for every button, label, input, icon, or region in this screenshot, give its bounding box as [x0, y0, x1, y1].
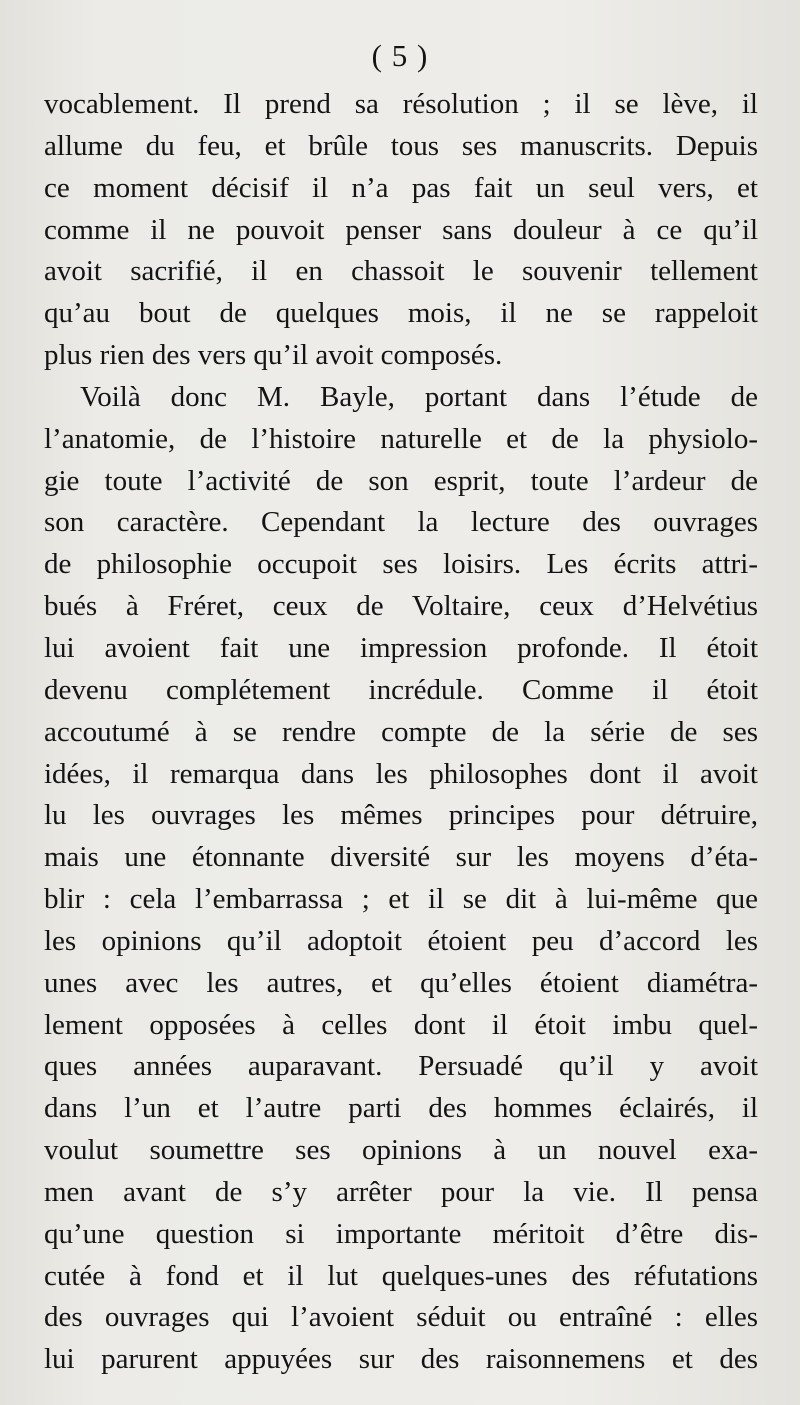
- text-line: comme il ne pouvoit penser sans douleur à ce qu’il: [44, 213, 758, 246]
- text-line: devenu complétement incrédule. Comme il étoit: [44, 673, 758, 706]
- text-line: des ouvrages qui l’avoient séduit ou entraîné : elles: [44, 1301, 758, 1334]
- page-number: ( 5 ): [371, 38, 429, 73]
- text-line: ques années auparavant. Persuadé qu’il y avoit: [44, 1050, 758, 1083]
- text-line: ce moment décisif il n’a pas fait un seul vers, et: [44, 171, 758, 204]
- text-line: l’anatomie, de l’histoire naturelle et de la physiolo-: [44, 422, 758, 455]
- body-text: [44, 84, 758, 1381]
- text-line: voulut soumettre ses opinions à un nouvel exa-: [44, 1134, 758, 1167]
- text-line: idées, il remarqua dans les philosophes dont il avoit: [44, 757, 758, 790]
- text-line: qu’une question si importante méritoit d’être dis-: [44, 1217, 758, 1250]
- text-line: cutée à fond et il lut quelques-unes des réfutations: [44, 1259, 758, 1292]
- text-line: qu’au bout de quelques mois, il ne se rappeloit: [44, 297, 758, 330]
- text-line: les opinions qu’il adoptoit étoient peu d’accord les: [44, 924, 758, 957]
- paragraph-start-line: Voilà donc M. Bayle, portant dans l’étude de: [80, 380, 758, 413]
- text-line: plus rien des vers qu’il avoit composés.: [44, 339, 503, 372]
- text-line: accoutumé à se rendre compte de la série de ses: [44, 715, 758, 748]
- text-line: lui avoient fait une impression profonde. Il étoit: [44, 631, 758, 664]
- text-line: vocablement. Il prend sa résolution ; il se lève, il: [44, 88, 758, 120]
- text-line: son caractère. Cependant la lecture des ouvrages: [44, 506, 758, 539]
- text-line: allume du feu, et brûle tous ses manuscrits. Depuis: [44, 129, 758, 162]
- text-line: lement opposées à celles dont il étoit imbu quel-: [44, 1008, 758, 1041]
- text-line: avoit sacrifié, il en chassoit le souvenir tellement: [44, 255, 758, 288]
- text-line: men avant de s’y arrêter pour la vie. Il pensa: [44, 1175, 758, 1208]
- text-line: lui parurent appuyées sur des raisonnemens et des: [44, 1343, 758, 1376]
- text-line: gie toute l’activité de son esprit, toute l’ardeur de: [44, 464, 758, 497]
- text-line: blir : cela l’embarrassa ; et il se dit à lui-même que: [44, 883, 758, 916]
- text-line: bués à Fréret, ceux de Voltaire, ceux d’Helvétius: [44, 590, 758, 623]
- text-line: mais une étonnante diversité sur les moyens d’éta-: [44, 841, 758, 874]
- text-line: unes avec les autres, et qu’elles étoient diamétra-: [44, 966, 758, 999]
- text-line: dans l’un et l’autre parti des hommes éclairés, il: [44, 1092, 758, 1125]
- text-line: de philosophie occupoit ses loisirs. Les écrits attri-: [44, 548, 758, 581]
- text-line: lu les ouvrages les mêmes principes pour détruire,: [44, 799, 758, 832]
